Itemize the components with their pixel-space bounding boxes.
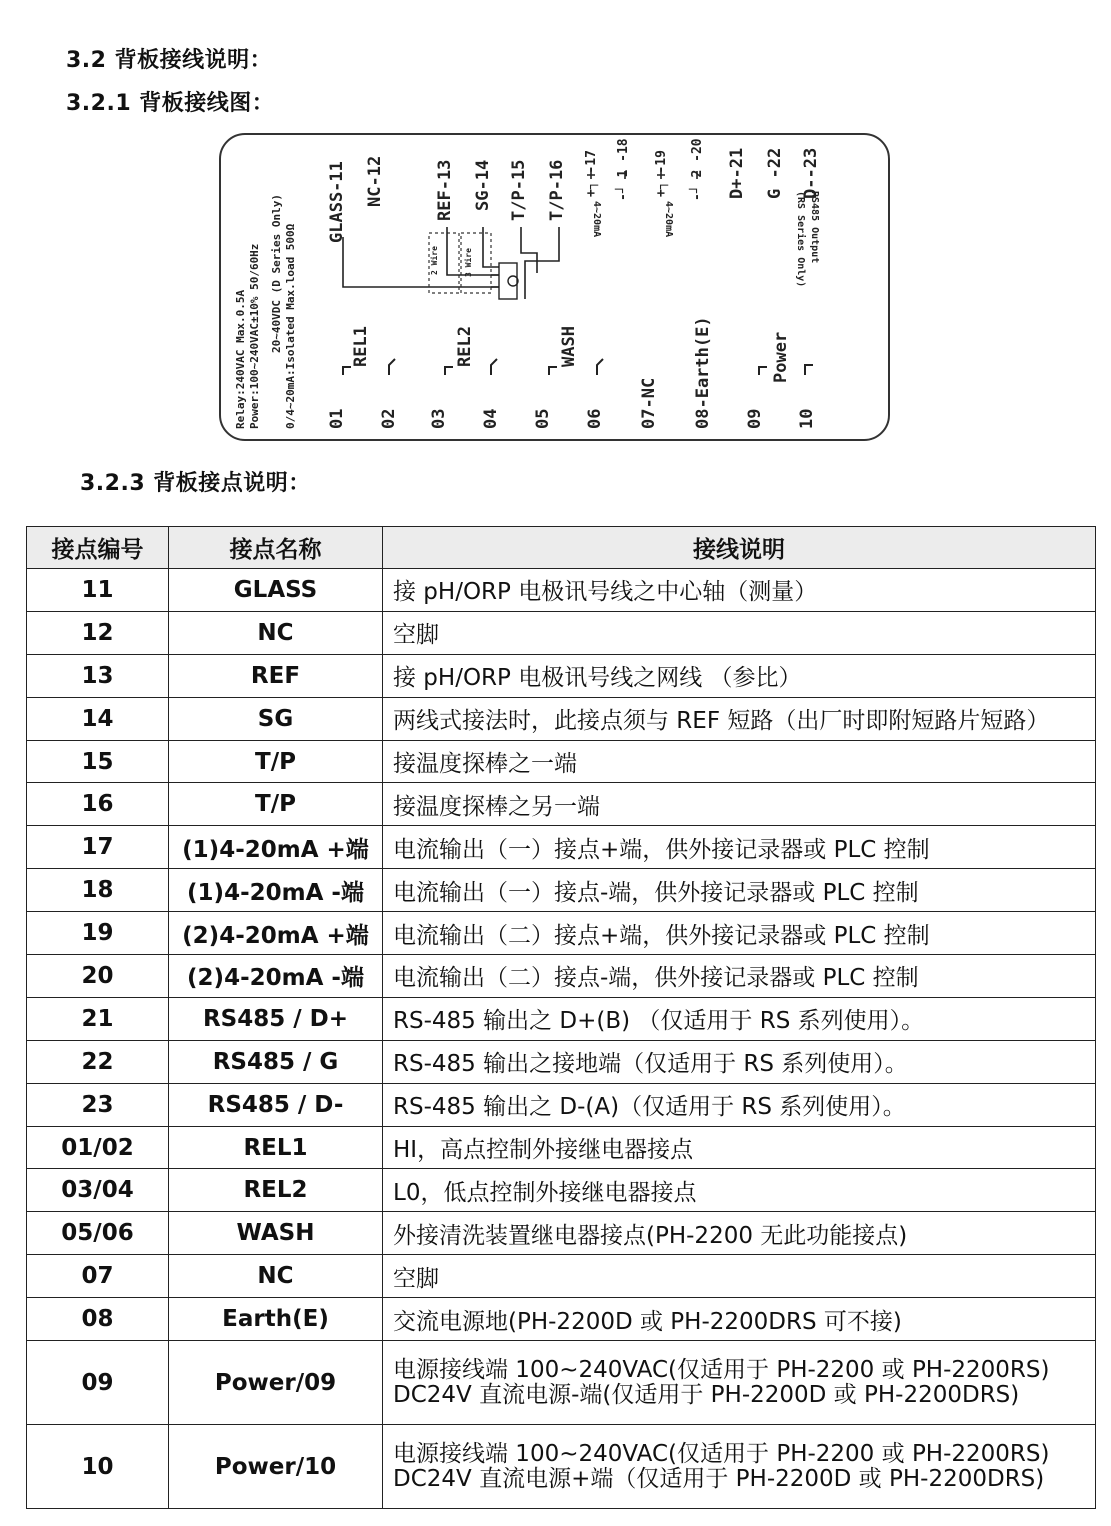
terminal-04: 04	[481, 408, 501, 429]
cell-no: 20	[27, 955, 169, 998]
table-row	[27, 869, 1096, 912]
spec-power: Power:100~240VAC±10% 50/60Hz	[248, 243, 261, 429]
terminal-20: -┘ 2 -20	[690, 138, 705, 201]
cell-no: 19	[27, 912, 169, 955]
table-row	[27, 1083, 1096, 1126]
cell-no: 12	[27, 611, 169, 654]
terminal-table	[26, 526, 1096, 1509]
cell-name: (1)4-20mA +端	[169, 826, 383, 869]
terminal-14: SG-14	[473, 159, 493, 211]
table-row	[27, 912, 1096, 955]
rs485-series: (RS Series Only)	[795, 191, 806, 288]
cell-desc-line1: 电源接线端 100~240VAC(仅适用于 PH-2200 或 PH-2200RS)	[393, 1356, 1050, 1383]
table-row	[27, 997, 1096, 1040]
cell-desc: 交流电源地(PH-2200D 或 PH-2200DRS 可不接)	[383, 1298, 1096, 1341]
three-wire-label: 3 Wire	[464, 248, 473, 277]
terminal-13: REF-13	[435, 159, 455, 221]
cell-no: 13	[27, 654, 169, 697]
cell-no: 15	[27, 740, 169, 783]
terminal-08: 08-Earth(E)	[693, 316, 713, 429]
terminal-10: 10	[797, 408, 817, 429]
cell-name: T/P	[169, 740, 383, 783]
two-wire-label: 2 Wire	[430, 246, 439, 275]
cell-desc-line2: DC24V 直流电源-端(仅适用于 PH-2200D 或 PH-2200DRS)	[393, 1381, 1020, 1408]
cell-no: 17	[27, 826, 169, 869]
rs485-output: RS485 Output	[809, 191, 820, 264]
cell-desc: 空脚	[383, 611, 1096, 654]
cell-name: Power/09	[169, 1341, 383, 1425]
cell-no: 22	[27, 1040, 169, 1083]
group-rel2: REL2	[455, 326, 475, 367]
cell-name: RS485 / D+	[169, 997, 383, 1040]
terminal-11: GLASS-11	[327, 161, 347, 243]
cell-desc: 接温度探棒之另一端	[383, 783, 1096, 826]
table-row	[27, 1212, 1096, 1255]
cell-no: 05/06	[27, 1212, 169, 1255]
cell-desc: RS-485 输出之 D+(B) （仅适用于 RS 系列使用）。	[383, 997, 1096, 1040]
cell-desc: 电流输出（二）接点+端，供外接记录器或 PLC 控制	[383, 912, 1096, 955]
terminal-16: T/P-16	[547, 159, 567, 221]
ma-label-1: 4~20mA	[591, 201, 602, 238]
section-heading-3-2-3: 3.2.3 背板接点说明：	[80, 471, 311, 496]
cell-desc	[383, 1425, 1096, 1509]
terminal-02: 02	[379, 408, 399, 429]
cell-no: 21	[27, 997, 169, 1040]
terminal-03: 03	[429, 408, 449, 429]
cell-name: RS485 / G	[169, 1040, 383, 1083]
group-rel1: REL1	[351, 326, 371, 367]
cell-name: WASH	[169, 1212, 383, 1255]
group-wash: WASH	[559, 326, 579, 367]
terminal-01: 01	[327, 408, 347, 429]
cell-desc: RS-485 输出之接地端（仅适用于 RS 系列使用）。	[383, 1040, 1096, 1083]
cell-name: (1)4-20mA -端	[169, 869, 383, 912]
spec-dc: 20~40VDC (D Series Only)	[270, 194, 283, 353]
cell-no: 08	[27, 1298, 169, 1341]
cell-name: RS485 / D-	[169, 1083, 383, 1126]
cell-desc: 接温度探棒之一端	[383, 740, 1096, 783]
group-power: Power	[771, 331, 791, 383]
cell-no: 23	[27, 1083, 169, 1126]
cell-desc: 接 pH/ORP 电极讯号线之中心轴（测量）	[383, 569, 1096, 612]
terminal-09: 09	[745, 408, 765, 429]
terminal-19: +┐ -19	[654, 150, 669, 197]
cell-desc: L0，低点控制外接继电器接点	[383, 1169, 1096, 1212]
cell-name: NC	[169, 611, 383, 654]
terminal-06: 06	[585, 408, 605, 429]
table-row	[27, 654, 1096, 697]
cell-name: REF	[169, 654, 383, 697]
terminal-18: -┘ 1 -18	[616, 138, 631, 201]
terminal-23: D--23	[801, 147, 821, 199]
table-row	[27, 1040, 1096, 1083]
table-row	[27, 1126, 1096, 1169]
terminal-22: G -22	[765, 147, 785, 199]
table-row	[27, 826, 1096, 869]
cell-desc: HI，高点控制外接继电器接点	[383, 1126, 1096, 1169]
cell-no: 01/02	[27, 1126, 169, 1169]
cell-desc: 电流输出（一）接点-端，供外接记录器或 PLC 控制	[383, 869, 1096, 912]
cell-name: GLASS	[169, 569, 383, 612]
table-row	[27, 740, 1096, 783]
cell-no: 09	[27, 1341, 169, 1425]
table-row	[27, 783, 1096, 826]
table-header-row	[27, 527, 1096, 569]
cell-name: REL2	[169, 1169, 383, 1212]
spec-output: 0/4~20mA:Isolated Max.load 500Ω	[284, 223, 297, 429]
cell-desc	[383, 1341, 1096, 1425]
cell-desc: 电流输出（一）接点+端，供外接记录器或 PLC 控制	[383, 826, 1096, 869]
terminal-05: 05	[533, 408, 553, 429]
cell-desc: 外接清洗装置继电器接点(PH-2200 无此功能接点)	[383, 1212, 1096, 1255]
table-row	[27, 1341, 1096, 1425]
table-row	[27, 1425, 1096, 1509]
cell-no: 03/04	[27, 1169, 169, 1212]
spec-relay: Relay:240VAC Max.0.5A	[234, 289, 247, 429]
terminal-17: +┐ -17	[584, 150, 599, 197]
table-row	[27, 1255, 1096, 1298]
cell-desc: 接 pH/ORP 电极讯号线之网线 （参比）	[383, 654, 1096, 697]
cell-desc: 电流输出（二）接点-端，供外接记录器或 PLC 控制	[383, 955, 1096, 998]
cell-name: SG	[169, 697, 383, 740]
section-heading-3-2-1: 3.2.1 背板接线图：	[66, 91, 275, 116]
cell-name: NC	[169, 1255, 383, 1298]
backplane-wiring-diagram	[219, 133, 890, 441]
cell-name: REL1	[169, 1126, 383, 1169]
header-desc: 接线说明	[383, 527, 1096, 569]
cell-desc-line2: DC24V 直流电源+端（仅适用于 PH-2200D 或 PH-2200DRS)	[393, 1465, 1045, 1492]
cell-name: Power/10	[169, 1425, 383, 1509]
cell-name: (2)4-20mA +端	[169, 912, 383, 955]
header-no: 接点编号	[27, 527, 169, 569]
table-row	[27, 697, 1096, 740]
cell-no: 07	[27, 1255, 169, 1298]
section-heading-3-2: 3.2 背板接线说明：	[66, 48, 273, 73]
terminal-07: 07-NC	[639, 377, 659, 429]
header-name: 接点名称	[169, 527, 383, 569]
table-row	[27, 1298, 1096, 1341]
table-row	[27, 611, 1096, 654]
terminal-15: T/P-15	[509, 159, 529, 221]
cell-desc: 空脚	[383, 1255, 1096, 1298]
table-row	[27, 955, 1096, 998]
cell-desc: RS-485 输出之 D-(A)（仅适用于 RS 系列使用）。	[383, 1083, 1096, 1126]
terminal-12: NC-12	[365, 155, 385, 207]
cell-name: Earth(E)	[169, 1298, 383, 1341]
terminal-21: D+-21	[727, 147, 747, 199]
cell-no: 14	[27, 697, 169, 740]
cell-no: 18	[27, 869, 169, 912]
table-row	[27, 569, 1096, 612]
table-row	[27, 1169, 1096, 1212]
cell-no: 11	[27, 569, 169, 612]
cell-desc-line1: 电源接线端 100~240VAC(仅适用于 PH-2200 或 PH-2200RS)	[393, 1440, 1050, 1467]
cell-no: 16	[27, 783, 169, 826]
ma-label-2: 4~20mA	[663, 201, 674, 238]
cell-name: (2)4-20mA -端	[169, 955, 383, 998]
cell-name: T/P	[169, 783, 383, 826]
cell-no: 10	[27, 1425, 169, 1509]
cell-desc: 两线式接法时，此接点须与 REF 短路（出厂时即附短路片短路）	[383, 697, 1096, 740]
